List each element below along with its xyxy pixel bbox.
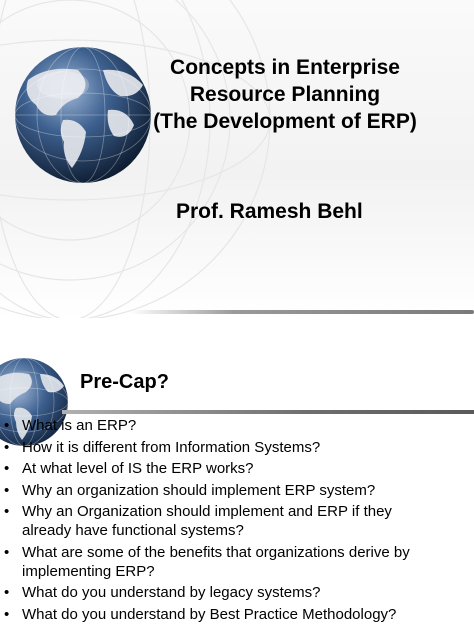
slide-gap [0,318,474,352]
list-item-text: How it is different from Information Systems? [22,438,321,456]
list-item-text: implementing ERP? [22,562,155,580]
list-item [0,438,474,457]
list-item-text: What do you understand by legacy systems? [22,584,321,601]
list-item [0,459,474,478]
bullet-icon: • [4,543,10,561]
list-item [0,543,474,562]
list-item [0,605,474,624]
title-line: Resource Planning [189,83,381,106]
list-item [0,583,474,602]
bullet-icon: • [4,584,10,601]
list-item-text: Why an organization should implement ERP system? [22,481,376,499]
list-item-text: Why an Organization should implement and ERP if they [22,503,392,520]
list-item [0,502,474,521]
list-item-text: already have functional systems? [22,522,244,539]
precap-slide [0,352,474,632]
bullet-icon: • [4,503,10,520]
bullet-icon: • [4,460,10,477]
list-item [0,481,474,500]
list-item-continuation [0,562,474,581]
bullet-icon: • [4,481,10,499]
slide-divider [130,310,474,314]
list-item-text: At what level of IS the ERP works? [22,460,254,477]
question-list [0,416,474,626]
bullet-icon: • [4,417,10,434]
bullet-icon: • [4,605,10,623]
author-name: Prof. Ramesh Behl [176,200,363,223]
slide-heading: Pre-Cap? [80,371,169,393]
heading-rule [62,410,474,414]
list-item [0,416,474,435]
list-item-text: What is an ERP? [22,417,137,434]
list-item-text: What are some of the benefits that organizations derive by [22,543,410,561]
list-item-text: What do you understand by Best Practice Methodology? [22,605,397,623]
slide-title [128,54,442,135]
bullet-icon: • [4,438,10,456]
list-item-continuation [0,521,474,540]
title-line: (The Development of ERP) [153,110,417,133]
title-line: Concepts in Enterprise [170,56,400,79]
